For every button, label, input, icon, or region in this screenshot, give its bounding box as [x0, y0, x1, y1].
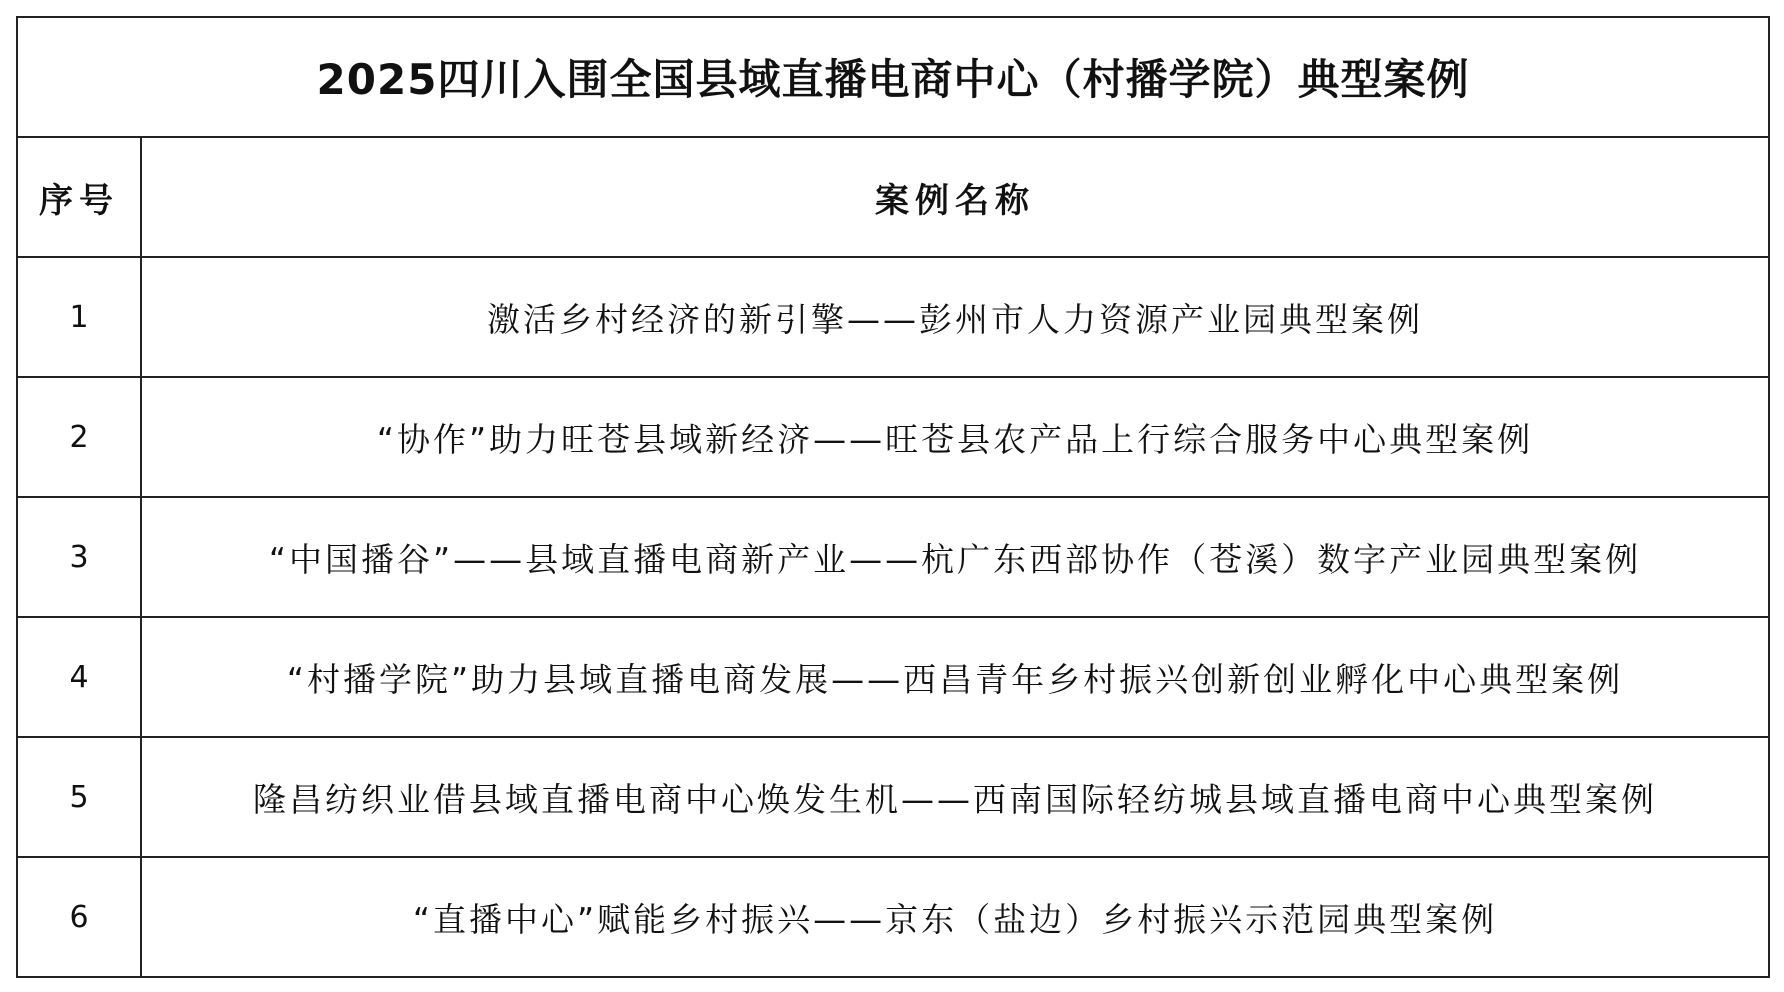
table-row — [17, 497, 1769, 617]
row-seq: 2 — [17, 377, 141, 497]
row-seq: 5 — [17, 737, 141, 857]
table-row — [17, 377, 1769, 497]
row-case-name: “中国播谷”——县域直播电商新产业——杭广东西部协作（苍溪）数字产业园典型案例 — [141, 497, 1769, 617]
table-title: 2025四川入围全国县域直播电商中心（村播学院）典型案例 — [17, 17, 1769, 137]
row-seq: 1 — [17, 257, 141, 377]
table-row — [17, 257, 1769, 377]
row-seq: 4 — [17, 617, 141, 737]
header-seq: 序号 — [17, 137, 141, 257]
row-case-name: 激活乡村经济的新引擎——彭州市人力资源产业园典型案例 — [141, 257, 1769, 377]
row-case-name: “协作”助力旺苍县域新经济——旺苍县农产品上行综合服务中心典型案例 — [141, 377, 1769, 497]
row-case-name: “直播中心”赋能乡村振兴——京东（盐边）乡村振兴示范园典型案例 — [141, 857, 1769, 977]
table-row — [17, 737, 1769, 857]
table-row — [17, 617, 1769, 737]
table-row — [17, 857, 1769, 977]
table-title-row — [17, 17, 1769, 137]
row-case-name: “村播学院”助力县域直播电商发展——西昌青年乡村振兴创新创业孵化中心典型案例 — [141, 617, 1769, 737]
case-table — [16, 16, 1770, 978]
row-seq: 3 — [17, 497, 141, 617]
row-seq: 6 — [17, 857, 141, 977]
table-header-row — [17, 137, 1769, 257]
case-table-container — [16, 16, 1770, 978]
row-case-name: 隆昌纺织业借县域直播电商中心焕发生机——西南国际轻纺城县域直播电商中心典型案例 — [141, 737, 1769, 857]
header-case-name: 案例名称 — [141, 137, 1769, 257]
